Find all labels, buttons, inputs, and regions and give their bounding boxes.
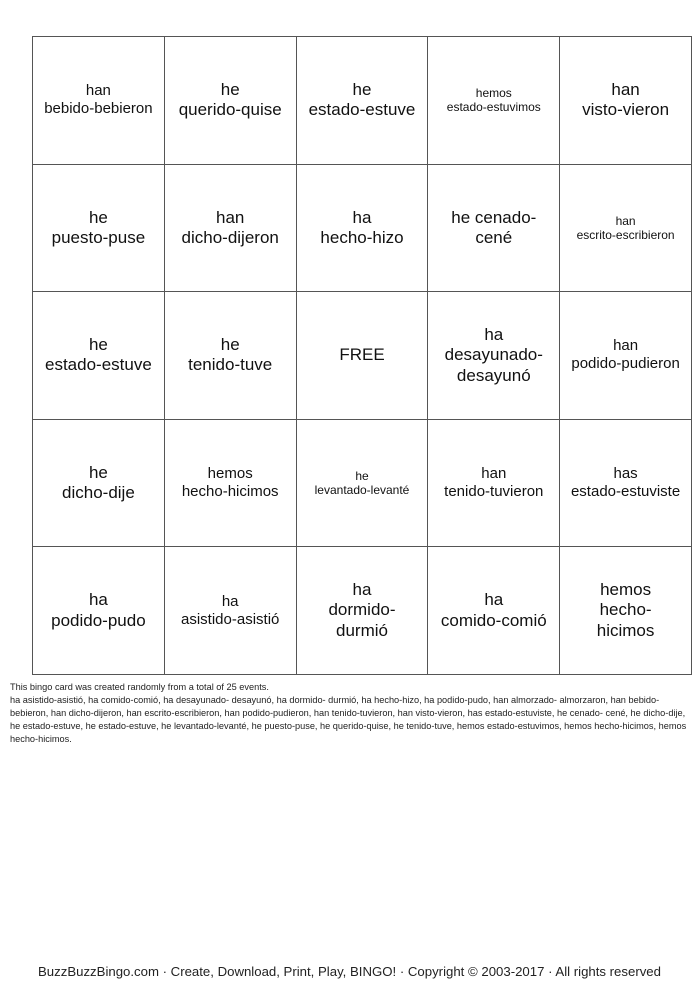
bingo-cell xyxy=(296,547,428,675)
bingo-cell xyxy=(296,419,428,547)
bingo-cell xyxy=(164,547,296,675)
bingo-cell xyxy=(33,292,165,420)
bingo-cell-text: hemos xyxy=(207,465,253,483)
bingo-cell-text: has xyxy=(613,465,638,483)
bingo-cell-text: hemos xyxy=(475,85,512,100)
bingo-cell-text: estado-estuvimos xyxy=(446,100,541,115)
bingo-cell-text: hicimos xyxy=(596,620,655,640)
bingo-cell-text: dicho-dije xyxy=(62,483,135,503)
bingo-cell-text: he xyxy=(88,335,108,355)
bingo-cell-text: han xyxy=(611,79,640,99)
bingo-cell-text: dicho-dijeron xyxy=(181,227,279,247)
bingo-cell xyxy=(428,547,560,675)
bingo-cell-text: he xyxy=(220,79,240,99)
bingo-cell-text: hecho- xyxy=(599,600,652,620)
bingo-cell xyxy=(164,292,296,420)
bingo-row xyxy=(33,37,692,165)
bingo-cell-text: ha xyxy=(484,324,504,344)
bingo-card-grid xyxy=(32,36,692,675)
bingo-cell xyxy=(428,37,560,165)
bingo-cell-text: hecho-hicimos xyxy=(181,483,279,501)
bingo-cell-text: escrito-escribieron xyxy=(576,227,675,242)
bingo-cell xyxy=(33,164,165,292)
bingo-cell xyxy=(296,164,428,292)
bingo-cell xyxy=(560,419,692,547)
bingo-cell-text: ha xyxy=(352,580,372,600)
bingo-cell-text: he xyxy=(355,468,369,483)
bingo-cell-text: asistido-asistió xyxy=(181,610,280,628)
card-info xyxy=(10,681,690,746)
bingo-cell-text: he cenado- xyxy=(451,207,537,227)
bingo-cell-text: bebido-bebieron xyxy=(44,100,153,118)
bingo-cell-text: han xyxy=(85,82,111,100)
bingo-cell-text: ha xyxy=(88,590,108,610)
bingo-cell-text: podido-pudieron xyxy=(571,355,680,373)
bingo-cell-text: hecho-hizo xyxy=(320,227,404,247)
bingo-cell-text: estado-estuviste xyxy=(570,483,681,501)
bingo-cell-text: estado-estuve xyxy=(45,355,152,375)
bingo-cell-text: dormido- xyxy=(328,600,396,620)
bingo-cell-text: ha xyxy=(221,592,239,610)
bingo-cell xyxy=(33,37,165,165)
bingo-cell xyxy=(33,419,165,547)
bingo-cell-text: he xyxy=(352,79,372,99)
bingo-row xyxy=(33,292,692,420)
bingo-cell-text: han xyxy=(615,213,636,228)
bingo-cell xyxy=(428,419,560,547)
bingo-row xyxy=(33,547,692,675)
bingo-cell xyxy=(560,37,692,165)
bingo-cell-text: comido-comió xyxy=(440,610,547,630)
card-summary: This bingo card was created randomly from a total of 25 events. xyxy=(10,682,269,692)
bingo-cell-text: he xyxy=(88,207,108,227)
bingo-cell-text: ha xyxy=(352,207,372,227)
bingo-cell-text: levantado-levanté xyxy=(314,483,410,498)
bingo-cell xyxy=(296,37,428,165)
bingo-cell-text: ha xyxy=(484,590,504,610)
bingo-cell xyxy=(428,164,560,292)
bingo-cell-text: tenido-tuve xyxy=(188,355,273,375)
page-footer: BuzzBuzzBingo.com · Create, Download, Print, Play, BINGO! · Copyright © 2003-2017 · All rights reserved xyxy=(38,964,661,979)
bingo-cell-text: visto-vieron xyxy=(582,100,670,120)
bingo-cell-text: podido-pudo xyxy=(51,610,146,630)
bingo-cell-text: han xyxy=(481,465,507,483)
events-list: ha asistido-asistió, ha comido-comió, ha desayunado- desayunó, ha dormido- durmió, ha hecho-hizo, ha podido-pudo, han almorzado- almorzaron, han bebido-bebieron, han dicho-dijeron, han escrito-escribieron, han podido-pudieron, han tenido-tuvieron, han visto-vieron, has estado-estuviste, he cenado- cené, he dicho-dije, he estado-estuve, he estado-estuve, he levantado-levanté, he puesto-puse, he querido-quise, he tenido-tuve, hemos estado-estuvimos, hemos hecho-hicimos, hemos hecho-hicimos. xyxy=(10,695,687,744)
bingo-card-body xyxy=(33,37,692,675)
bingo-cell-free xyxy=(296,292,428,420)
bingo-cell xyxy=(164,37,296,165)
bingo-cell xyxy=(428,292,560,420)
bingo-cell xyxy=(560,547,692,675)
bingo-row xyxy=(33,419,692,547)
bingo-cell-text: tenido-tuvieron xyxy=(444,483,544,501)
bingo-cell xyxy=(164,419,296,547)
bingo-cell-text: desayunó xyxy=(456,365,531,385)
bingo-cell xyxy=(560,292,692,420)
bingo-cell-text: durmió xyxy=(336,620,388,640)
bingo-cell-text: querido-quise xyxy=(178,100,282,120)
bingo-cell xyxy=(164,164,296,292)
bingo-cell-text: desayunado- xyxy=(444,345,543,365)
bingo-cell-text: he xyxy=(220,335,240,355)
bingo-cell-text: han xyxy=(216,207,245,227)
bingo-cell-text: he xyxy=(88,462,108,482)
bingo-cell-text: han xyxy=(613,337,639,355)
bingo-row xyxy=(33,164,692,292)
bingo-cell xyxy=(33,547,165,675)
bingo-cell-text: hemos xyxy=(600,580,652,600)
bingo-cell-text: cené xyxy=(475,227,513,247)
bingo-cell-text: estado-estuve xyxy=(308,100,416,120)
bingo-cell-text: puesto-puse xyxy=(51,227,146,247)
bingo-cell-text: FREE xyxy=(339,345,385,365)
bingo-cell xyxy=(560,164,692,292)
